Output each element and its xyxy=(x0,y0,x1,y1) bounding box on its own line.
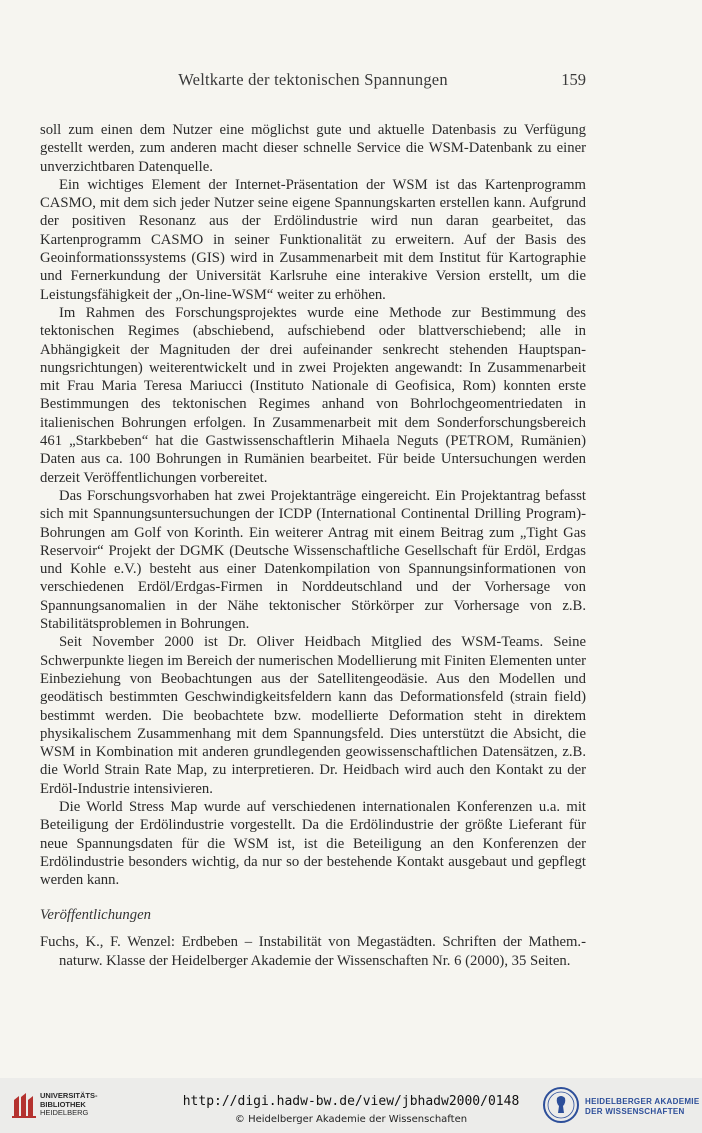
copyright-notice: © Heidelberger Akademie der Wissenschaften xyxy=(234,1114,468,1125)
publications-heading: Veröffentlichungen xyxy=(40,907,151,923)
paragraph: Ein wichtiges Element der Internet-Präsentation der WSM ist das Kartenprogramm CASMO, mit dem sich jeder Nutzer seine eigene Spannungskarten erstellen kann. Aufgrund der positiven Resonanz aus der Erdölindustrie wird nun daran gearbeitet, das Kartenprogramm CASMO in seiner Funktionalität zu erweitern. Auf der Basis des Geoinformationssystems (GIS) wird in Zusammenarbeit mit dem Institut für Kartographie und Fernerkundung der Universität Karlsruhe eine interakive Version erstellt, um die Leistungsfähigkeit der „On-line-WSM“ weiter zu erhöhen. xyxy=(40,176,586,303)
university-library-label: UNIVERSITÄTS- BIBLIOTHEK HEIDELBERG xyxy=(40,1091,98,1118)
paragraph: Das Forschungsvorhaben hat zwei Projektanträge eingereicht. Ein Projektantrag befasst sich mit Spannungsuntersuchungen der ICDP (International Continental Drilling Program)-Bohrungen am Golf von Korinth. Ein weiterer Antrag mit einem Beitrag zum „Tight Gas Reservoir“ Projekt der DGMK (Deutsche Wissenschaftliche Gesellschaft für Erdöl, Erdgas und Kohle e.V.) besteht aus einer Datenkompilation von Spannungsinformationen von verschiedenen Erdöl/Erdgas-Firmen in Norddeutschland und der Vorhersage von Spannungsanomalien in der Nähe tektonischer Störkörper zur Vorhersage von z.B. Stabilitätsproblemen in Bohrungen. xyxy=(40,487,586,633)
page-header xyxy=(40,70,586,94)
running-title: Weltkarte der tektonischen Spannungen xyxy=(178,70,448,89)
academy-label: HEIDELBERGER AKADEMIE DER WISSENSCHAFTEN xyxy=(585,1097,700,1116)
paragraph: Im Rahmen des Forschungsprojektes wurde eine Methode zur Bestimmung des tektonischen Regimes (abschiebend, aufschiebend oder blattverschiebend; alle in Abhängigkeit der Magnituden der drei aufeinander senkrecht stehenden Hauptspannungsrichtungen) weiterentwickelt und in zwei Projekten angewandt: In Zusammenarbeit mit Frau Maria Teresa Mariucci (Instituto Nationale di Geofisica, Rom) konnten erste Bestimmungen des tektonischen Regimes anhand von Bohrlochgeomentriedaten in italienischen Bohrungen erfolgen. In Zusammenarbeit mit dem Sonderforschungsbereich 461 „Starkbeben“ hat die Gastwissenschaftlerin Mihaela Neguts (PETROM, Rumänien) Daten aus ca. 100 Bohrungen in Rumänien bearbeitet. Für beide Untersuchungen werden derzeit Veröffentlichungen vorbereitet. xyxy=(40,304,586,486)
paragraph: Die World Stress Map wurde auf verschiedenen internationalen Konferenzen u.a. mit Beteiligung der Erdölindustrie vorgestellt. Da die Erdölindustrie der größte Lieferant für neue Spannungsdaten für die WSM ist, ist die Beteiligung an den Konferenzen der Erdölindustrie besonders wichtig, da nur so der bestehende Kontakt ausgebaut und gepflegt werden kann. xyxy=(40,798,586,889)
paragraph: Seit November 2000 ist Dr. Oliver Heidbach Mitglied des WSM-Teams. Seine Schwerpunkte liegen im Bereich der numerischen Modellierung mit Finiten Elementen unter Einbeziehung von Beobachtungen aus der Satellitengeodäsie. Aus den Modellen und geodätisch bestimmten Geschwindigkeitsfeldern kann das Deformationsfeld (strain field) bestimmt werden. Die beobachtete bzw. modellierte Deformation steht in direktem physikalischem Zusammenhang mit dem Spannungsfeld. Dies unterstützt die Absicht, die WSM in Kombination mit anderen grundlegenden geowissenschaftlichen Datensätzen, z.B. die World Strain Rate Map, zu interpretieren. Dr. Heidbach wird auch den Kontakt zu der Erdöl-Industrie intensivieren. xyxy=(40,634,586,797)
paragraph: soll zum einen dem Nutzer eine möglichst gute und aktuelle Datenbasis zu Verfügung gestellt werden, zum anderen macht dieser schnelle Service die WSM-Datenbank zu einer unverzichtbaren Datenquelle. xyxy=(40,122,586,175)
digital-copy-link[interactable]: http://digi.hadw-bw.de/view/jbhadw2000/0148 xyxy=(182,1094,520,1109)
page-number: 159 xyxy=(561,70,586,89)
academy-seal-icon xyxy=(542,1086,580,1124)
body-text xyxy=(40,121,586,889)
publication-entry: Fuchs, K., F. Wenzel: Erdbeben – Instabilität von Megastädten. Schriften der Mathem.-naturw. Klasse der Heidelberger Akademie der Wissenschaften Nr. 6 (2000), 35 Seiten. xyxy=(40,934,586,969)
